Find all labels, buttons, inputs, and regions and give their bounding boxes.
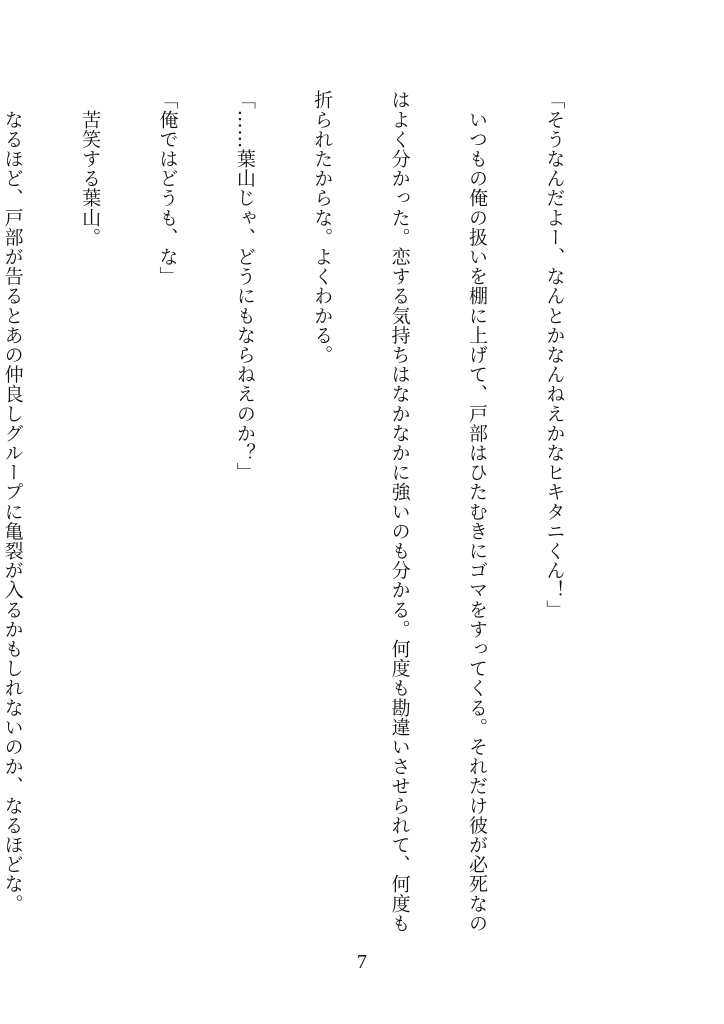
text-line: いつもの俺の扱いを棚に上げて、戸部はひたむきにゴマをすってくる。それだけ彼が必死なの — [466, 90, 489, 933]
page-number: 7 — [357, 951, 367, 973]
text-line: 折られたからな。よくわかる。 — [311, 90, 334, 365]
text-line: はよく分かった。恋する気持ちはなかなかに強いのも分かる。何度も勘違いさせられて、何度も — [388, 90, 411, 933]
text-line: 苦笑する葉山。 — [79, 90, 102, 247]
text-line: 「俺ではどうも、な」 — [156, 90, 179, 286]
text-line: 「……葉山じゃ、どうにもならねえのか？」 — [233, 90, 256, 482]
text-line: なるほど、戸部が告るとあの仲良しグループに亀裂が入るかもしれないのか、なるほどな。 — [1, 90, 24, 914]
body-text — [0, 90, 618, 950]
text-line: 「そうなんだよー、なんとかなんねえかなヒキタニくん！」 — [543, 90, 566, 620]
